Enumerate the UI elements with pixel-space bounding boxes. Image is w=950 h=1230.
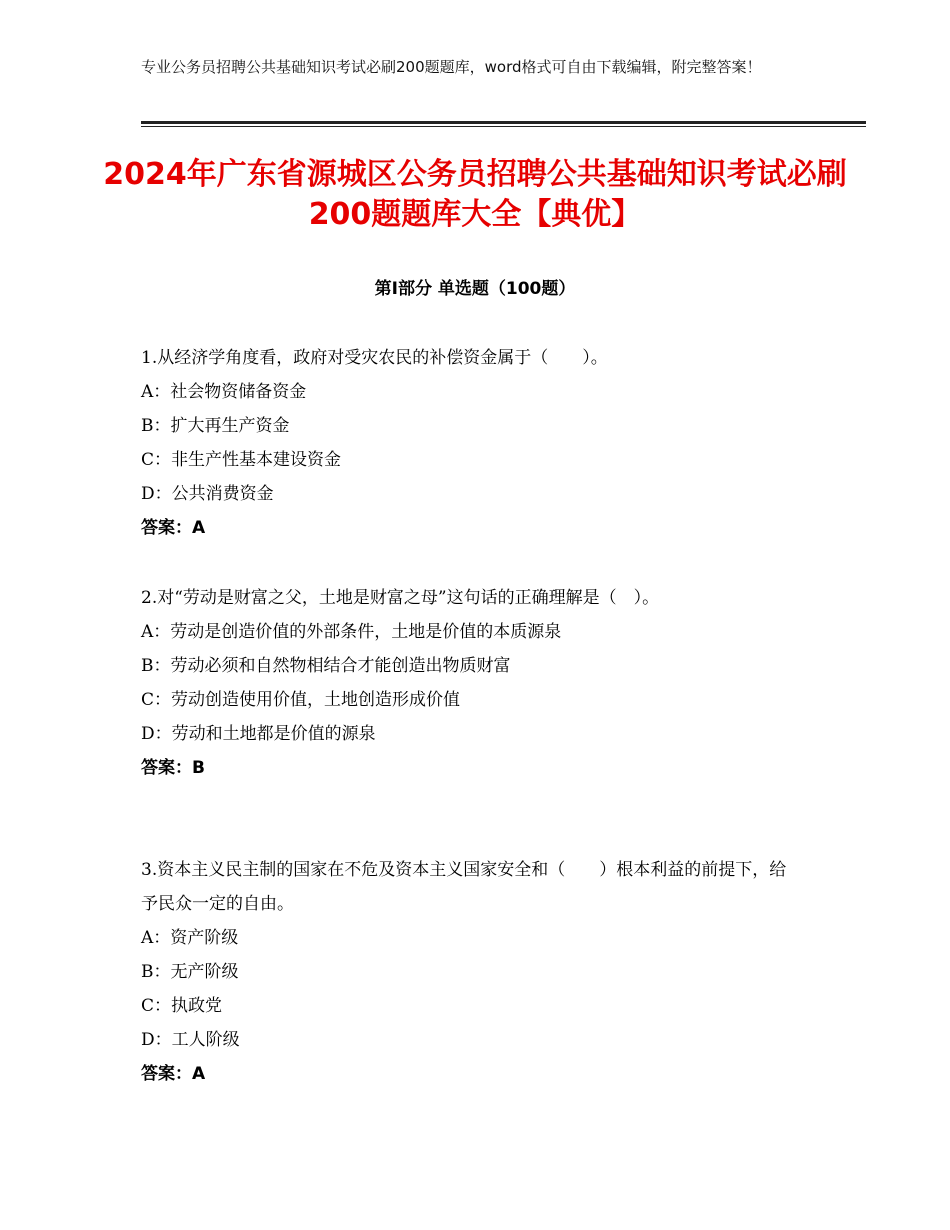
option-b: B：扩大再生产资金 — [141, 416, 290, 436]
question-stem: 3.资本主义民主制的国家在不危及资本主义国家安全和（ ）根本利益的前提下，给予民众一定的自由。 — [141, 860, 787, 914]
document-title: 2024年广东省源城区公务员招聘公共基础知识考试必刷200题题库大全【典优】 — [103, 157, 847, 232]
option-c: C：执政党 — [141, 996, 223, 1016]
header-note: 专业公务员招聘公共基础知识考试必刷200题题库，word格式可自由下载编辑，附完整答案！ — [141, 58, 762, 76]
question-block — [141, 341, 801, 545]
answer-line: 答案：B — [141, 758, 205, 778]
option-a: A：社会物资储备资金 — [141, 382, 307, 402]
option-c: C：劳动创造使用价值，土地创造形成价值 — [141, 690, 461, 710]
answer-line: 答案：A — [141, 518, 206, 538]
header-divider-thin — [141, 126, 866, 127]
question-block — [141, 853, 801, 1091]
option-d: D：公共消费资金 — [141, 484, 274, 504]
question-stem: 1.从经济学角度看，政府对受灾农民的补偿资金属于（ ）。 — [141, 348, 608, 368]
option-d: D：劳动和土地都是价值的源泉 — [141, 724, 376, 744]
option-c: C：非生产性基本建设资金 — [141, 450, 342, 470]
answer-line: 答案：A — [141, 1064, 206, 1084]
section-title: 第Ⅰ部分 单选题（100题） — [374, 279, 576, 299]
question-block — [141, 581, 801, 785]
option-d: D：工人阶级 — [141, 1030, 240, 1050]
option-b: B：无产阶级 — [141, 962, 239, 982]
question-stem: 2.对“劳动是财富之父，土地是财富之母”这句话的正确理解是（ ）。 — [141, 588, 660, 608]
option-a: A：资产阶级 — [141, 928, 239, 948]
option-b: B：劳动必须和自然物相结合才能创造出物质财富 — [141, 656, 511, 676]
option-a: A：劳动是创造价值的外部条件，土地是价值的本质源泉 — [141, 622, 562, 642]
header-divider-thick — [141, 121, 866, 124]
